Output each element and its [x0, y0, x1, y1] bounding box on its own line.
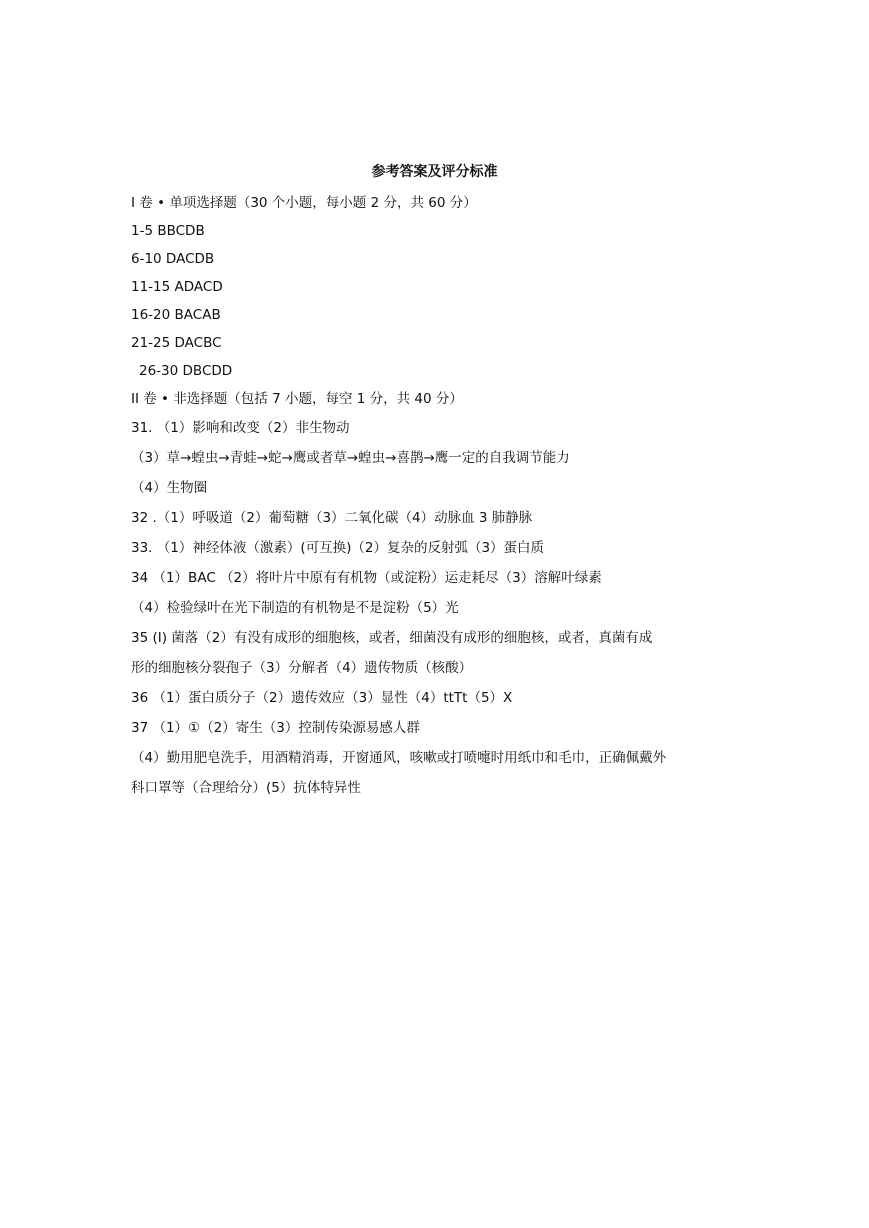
- mc-answer-row: 6-10 DACDB: [131, 251, 215, 267]
- q31-line: （4）生物圈: [131, 480, 208, 496]
- answer-lines: [131, 189, 741, 803]
- mc-answer-row: 21-25 DACBC: [131, 335, 222, 351]
- q36-line: 36 （1）蛋白质分子（2）遗传效应（3）显性（4）ttTt（5）X: [131, 690, 513, 706]
- q35-line: 形的细胞核分裂孢子（3）分解者（4）遗传物质（核酸）: [131, 660, 473, 676]
- q37-line: 科口罩等（合理给分）(5）抗体特异性: [131, 780, 361, 796]
- q33-line: 33. （1）神经体液（激素）(可互换)（2）复杂的反射弧（3）蛋白质: [131, 540, 545, 556]
- part1-heading: I 卷 • 单项选择题（30 个小题，每小题 2 分，共 60 分）: [131, 195, 477, 211]
- mc-answer-row: 1-5 BBCDB: [131, 223, 205, 239]
- q31-line: 31. （1）影响和改变（2）非生物动: [131, 420, 350, 436]
- q34-line: （4）检验绿叶在光下制造的有机物是不是淀粉（5）光: [131, 600, 459, 616]
- q32-line: 32 .（1）呼吸道（2）葡萄糖（3）二氧化碳（4）动脉血 3 肺静脉: [131, 510, 533, 526]
- q35-line: 35 (Ⅰ) 菌落（2）有没有成形的细胞核，或者，细菌没有成形的细胞核，或者，真菌有成: [131, 630, 653, 646]
- q37-line: （4）勤用肥皂洗手，用酒精消毒，开窗通风，咳嗽或打喷嚏时用纸巾和毛巾，正确佩戴外: [131, 750, 667, 766]
- part2-heading: II 卷 • 非选择题（包括 7 小题，每空 1 分，共 40 分）: [131, 391, 463, 407]
- mc-answer-row: 11-15 ADACD: [131, 279, 223, 295]
- document-title: 参考答案及评分标准: [371, 164, 498, 180]
- mc-answer-row: 26-30 DBCDD: [139, 363, 233, 379]
- q34-line: 34 （1）BAC （2）将叶片中原有有机物（或淀粉）运走耗尽（3）溶解叶绿素: [131, 570, 602, 586]
- mc-answer-row: 16-20 BACAB: [131, 307, 221, 323]
- q37-line: 37 （1）①（2）寄生（3）控制传染源易感人群: [131, 720, 420, 736]
- q31-line: （3）草→蝗虫→青蛙→蛇→鹰或者草→蝗虫→喜鹊→鹰一定的自我调节能力: [131, 450, 570, 466]
